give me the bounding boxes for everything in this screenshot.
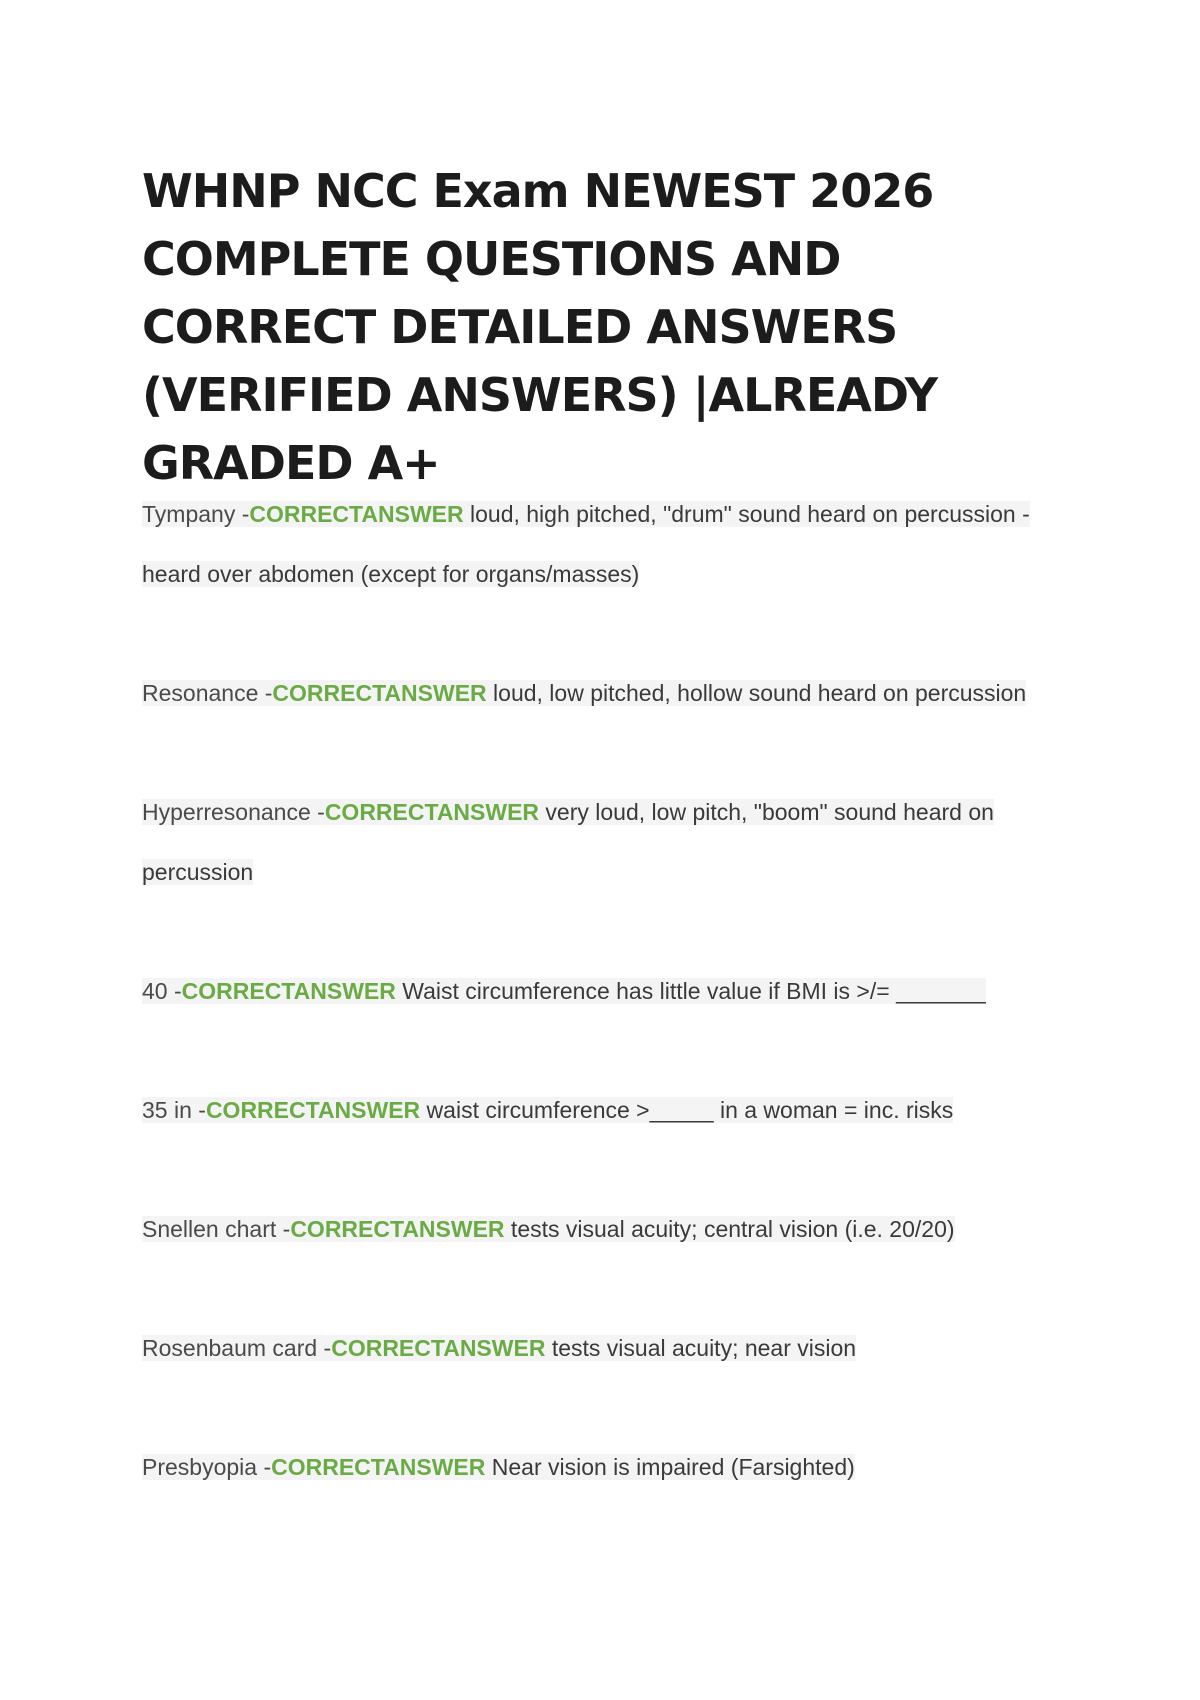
qa-term: Resonance - (142, 680, 273, 706)
qa-definition: very loud, low pitch, "boom" sound heard on percussion (142, 799, 994, 885)
qa-definition: tests visual acuity; central vision (i.e. 20/20) (504, 1216, 955, 1242)
qa-definition: Waist circumference has little value if BMI is >/= _______ (395, 978, 986, 1004)
qa-term: Presbyopia - (142, 1454, 272, 1480)
correct-answer-marker: CORRECTANSWER (205, 1097, 421, 1123)
qa-definition: loud, high pitched, "drum" sound heard on percussion - heard over abdomen (except for organs/masses) (142, 501, 1030, 587)
qa-term: 35 in - (142, 1097, 206, 1123)
qa-entry (142, 782, 1082, 902)
qa-entry (142, 1437, 1082, 1497)
correct-answer-marker: CORRECTANSWER (290, 1216, 505, 1242)
qa-term: Hyperresonance - (142, 799, 325, 825)
qa-definition: waist circumference >_____ in a woman = inc. risks (420, 1097, 954, 1123)
qa-term: 40 - (142, 978, 182, 1004)
qa-definition: loud, low pitched, hollow sound heard on percussion (486, 680, 1027, 706)
correct-answer-marker: CORRECTANSWER (331, 1335, 546, 1361)
qa-entry (142, 663, 1082, 723)
qa-term: Tympany - (142, 501, 250, 527)
qa-list (142, 484, 1082, 1556)
qa-entry (142, 484, 1082, 604)
qa-definition: tests visual acuity; near vision (545, 1335, 857, 1361)
qa-term: Snellen chart - (142, 1216, 291, 1242)
correct-answer-marker: CORRECTANSWER (271, 1454, 486, 1480)
document-title: WHNP NCC Exam NEWEST 2026 COMPLETE QUESTIONS AND CORRECT DETAILED ANSWERS (VERIFIED ANSWERS) |ALREADY GRADED A+ (142, 164, 938, 490)
correct-answer-marker: CORRECTANSWER (324, 799, 540, 825)
correct-answer-marker: CORRECTANSWER (272, 680, 487, 706)
qa-entry (142, 1318, 1082, 1378)
qa-entry (142, 961, 1082, 1021)
qa-entry (142, 1199, 1082, 1259)
qa-term: Rosenbaum card - (142, 1335, 332, 1361)
correct-answer-marker: CORRECTANSWER (181, 978, 396, 1004)
qa-entry (142, 1080, 1082, 1140)
correct-answer-marker: CORRECTANSWER (249, 501, 464, 527)
qa-definition: Near vision is impaired (Farsighted) (485, 1454, 855, 1480)
